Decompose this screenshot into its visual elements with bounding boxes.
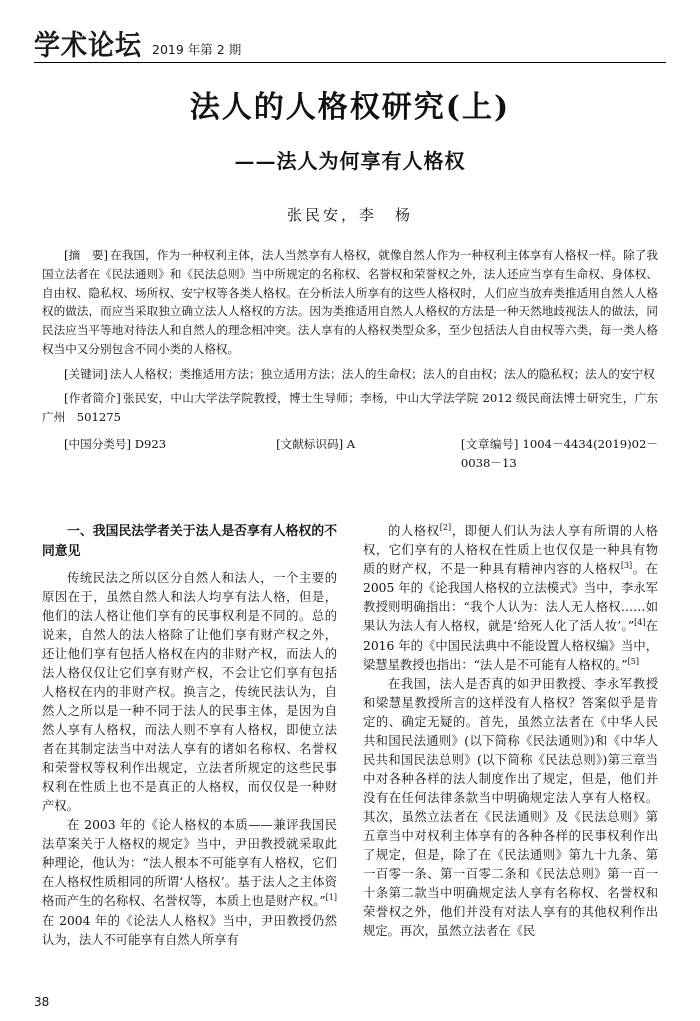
cn-class-code bbox=[42, 435, 276, 473]
section-heading: 一、我国民法学者关于法人是否享有人格权的不同意见 bbox=[42, 524, 337, 559]
cn-class-value: D923 bbox=[134, 437, 167, 452]
title-block bbox=[34, 88, 666, 225]
masthead bbox=[34, 22, 666, 63]
article-number bbox=[461, 435, 658, 473]
article-no-label: [文章编号] bbox=[460, 437, 519, 452]
abstract-paragraph bbox=[42, 246, 658, 359]
doc-id-value: A bbox=[346, 437, 356, 452]
keywords-text: 法人人格权；类推适用方法；独立适用方法；法人的生命权；法人的自由权；法人的隐私权；法人的安宁权 bbox=[109, 366, 655, 381]
article-authors: 张民安，李 杨 bbox=[286, 206, 413, 224]
abstract-text: 在我国，作为一种权利主体，法人当然享有人格权，就像自然人作为一种权利主体享有人格权一样。除了我国立法者在《民法通则》和《民法总则》当中所规定的名称权、名誉权和荣誉权之外，法人还应当享有生命权、身体权、自由权、隐私权、场所权、安宁权等各类人格权。在分析法人所享有的这些人格权时，人们应当放弃类推适用自然人人格权的做法，而应当采取独立确立法人人格权的方法。因为类推适用自然人人格权的方法是一种天然地歧视法人的做法，同民法应当平等地对待法人和自然人的理念相冲突。法人享有的人格权类型众多，至少包括法人自由权等六类，每一类人格权当中又分别包含不同小类的人格权。 bbox=[42, 248, 658, 356]
abstract-label: [摘 要] bbox=[64, 248, 109, 262]
issue-line: 2019 年第 2 期 bbox=[152, 42, 242, 57]
article-subtitle: ——法人为何享有人格权 bbox=[234, 149, 466, 173]
doc-id-code bbox=[276, 435, 461, 473]
front-matter bbox=[42, 246, 670, 473]
page-number: 38 bbox=[34, 995, 50, 1009]
article-no-value: 1004－4434(2019)02－0038－13 bbox=[460, 437, 658, 470]
right-column bbox=[363, 522, 658, 981]
cn-class-label: [中国分类号] bbox=[64, 437, 132, 452]
doc-id-label: [文献标识码] bbox=[276, 437, 344, 452]
paragraph: 的人格权[2]，即便人们认为法人享有所谓的人格权，它们享有的人格权在性质上也仅仅是一种具有物质的财产权，不是一种具有精神内容的人格权[3]。在 2005 年的《论我国人格权的立法模式》当中，李永军教授则明确指出：“我个人认为：法人无人格权……如果认为法人有人格权，就是‘给死人化了活人妆’。”[4]在 2016 年的《中国民法典中不能设置人格权编》当中，梁慧星教授也指出：“法人是不可能有人格权的。”[5] bbox=[363, 523, 658, 672]
author-bio-text: 张民安，中山大学法学院教授，博士生导师；李杨，中山大学法学院 2012 级民商法博士研究生，广东 广州 501275 bbox=[42, 391, 670, 425]
header-divider bbox=[34, 62, 666, 63]
author-bio-paragraph bbox=[42, 389, 670, 427]
page-title: 法人的人格权研究(上) bbox=[189, 90, 511, 125]
keywords-paragraph bbox=[42, 365, 658, 384]
paragraph: 在我国，法人是否真的如尹田教授、李永军教授和梁慧星教授所言的这样没有人格权？答案似乎是肯定的、确定无疑的。首先，虽然立法者在《中华人民共和国民法通则》(以下简称《民法通则》)和《中华人民共和国民法总则》(以下简称《民法总则》)第三章当中对各种各样的法人制度作出了规定，但是，他们并没有在任何法律条款当中明确规定法人享有人格权。其次，虽然立法者在《民法通则》及《民法总则》第五章当中对权利主体享有的各种各样的民事权利作出了规定，但是，除了在《民法通则》第九十九条、第一百零一条、第一百零二条和《民法总则》第一百一十条第二款当中明确规定法人享有名称权、名誉权和荣誉权之外，他们并没有对法人享有的其他权利作出规定。再次，虽然立法者在《民 bbox=[363, 676, 658, 939]
body-columns bbox=[42, 522, 658, 981]
classification-codes-row bbox=[42, 435, 658, 473]
journal-logo: 学术论坛 bbox=[34, 29, 143, 63]
paragraph: 传统民法之所以区分自然人和法人，一个主要的原因在于，虽然自然人和法人均享有法人格，但是，他们的法人格让他们享有的民事权利是不同的。总的说来，自然人的法人格除了让他们享有财产权之外，还让他们享有包括人格权在内的非财产权，而法人的法人格仅仅让它们享有财产权，不会让它们享有包括人格权在内的非财产权。换言之，传统民法认为，自然人之所以是一种不同于法人的民事主体，是因为自然人享有人格权，而法人则不享有人格权，即使立法者在其制定法当中对法人享有的诸如名称权、名誉权和荣誉权等权利作出规定，立法者所规定的这些民事权利在性质上也不是真正的人格权，而仅仅是一种财产权。 bbox=[42, 570, 337, 814]
left-column bbox=[42, 522, 337, 981]
paragraph: 在 2003 年的《论人格权的本质——兼评我国民法草案关于人格权的规定》当中，尹田教授就采取此种理论，他认为：“法人根本不可能享有人格权，它们在人格权性质相同的所谓‘人格权’。基于法人之主体资格而产生的名称权、名誉权等，本质上也是财产权。”[1]在 2004 年的《论法人人格权》当中，尹田教授仍然认为，法人不可能享有自然人所享有 bbox=[42, 818, 337, 947]
keywords-label: [关键词] bbox=[64, 366, 108, 381]
author-bio-label: [作者简介] bbox=[64, 391, 121, 406]
